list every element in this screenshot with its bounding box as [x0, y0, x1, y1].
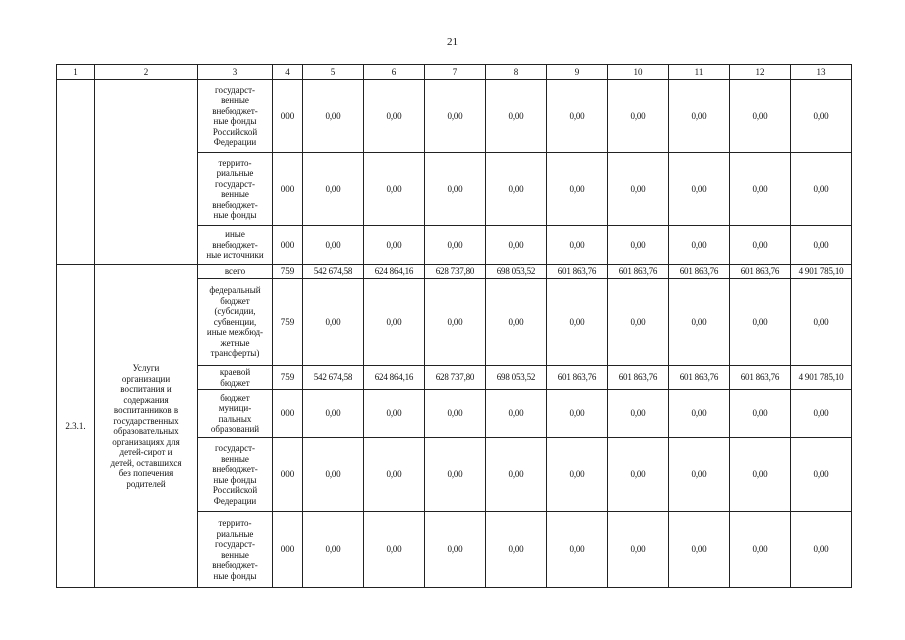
- column-header: 1: [57, 65, 95, 80]
- value-cell: 0,00: [730, 279, 791, 366]
- value-cell: 0,00: [608, 226, 669, 265]
- value-cell: 0,00: [486, 80, 547, 153]
- code-cell: 000: [273, 153, 303, 226]
- value-cell: 0,00: [669, 226, 730, 265]
- code-cell: 000: [273, 438, 303, 512]
- column-header: 6: [364, 65, 425, 80]
- value-cell: 0,00: [730, 512, 791, 588]
- header-row: [57, 65, 852, 80]
- column-header: 10: [608, 65, 669, 80]
- value-cell: 0,00: [425, 390, 486, 438]
- value-cell: 601 863,76: [547, 366, 608, 390]
- value-cell: 0,00: [364, 226, 425, 265]
- value-cell: 0,00: [547, 279, 608, 366]
- value-cell: 0,00: [303, 226, 364, 265]
- code-cell: 759: [273, 265, 303, 279]
- description-cell: Услуги организации воспитания и содержания воспитанников в государственных образовательных организациях для детей-сирот и детей, оставшихся без попечения родителей: [95, 265, 198, 588]
- column-header: 13: [791, 65, 852, 80]
- value-cell: 0,00: [791, 80, 852, 153]
- value-cell: 0,00: [791, 390, 852, 438]
- funding-source-cell: бюджет муници- пальных образований: [198, 390, 273, 438]
- value-cell: 0,00: [608, 390, 669, 438]
- value-cell: 0,00: [669, 512, 730, 588]
- row-id-cell: [57, 80, 95, 265]
- value-cell: 542 674,58: [303, 265, 364, 279]
- table-row: [57, 265, 852, 279]
- value-cell: 0,00: [730, 80, 791, 153]
- value-cell: 624 864,16: [364, 366, 425, 390]
- value-cell: 4 901 785,10: [791, 366, 852, 390]
- description-cell: [95, 80, 198, 265]
- value-cell: 0,00: [547, 390, 608, 438]
- value-cell: 0,00: [791, 512, 852, 588]
- value-cell: 0,00: [730, 390, 791, 438]
- value-cell: 0,00: [547, 226, 608, 265]
- value-cell: 0,00: [303, 80, 364, 153]
- value-cell: 601 863,76: [608, 265, 669, 279]
- funding-source-cell: государст- венные внебюджет- ные фонды Российской Федерации: [198, 438, 273, 512]
- value-cell: 698 053,52: [486, 265, 547, 279]
- page-number: 21: [447, 36, 458, 48]
- value-cell: 0,00: [547, 80, 608, 153]
- value-cell: 0,00: [425, 226, 486, 265]
- value-cell: 0,00: [486, 153, 547, 226]
- code-cell: 000: [273, 226, 303, 265]
- value-cell: 0,00: [425, 80, 486, 153]
- value-cell: 0,00: [547, 438, 608, 512]
- value-cell: 0,00: [303, 153, 364, 226]
- value-cell: 0,00: [425, 438, 486, 512]
- value-cell: 0,00: [486, 279, 547, 366]
- value-cell: 0,00: [730, 226, 791, 265]
- column-header: 11: [669, 65, 730, 80]
- value-cell: 0,00: [486, 390, 547, 438]
- column-header: 4: [273, 65, 303, 80]
- code-cell: 000: [273, 512, 303, 588]
- value-cell: 0,00: [669, 438, 730, 512]
- code-cell: 759: [273, 366, 303, 390]
- value-cell: 698 053,52: [486, 366, 547, 390]
- value-cell: 0,00: [669, 80, 730, 153]
- column-header: 9: [547, 65, 608, 80]
- funding-source-cell: федеральный бюджет (субсидии, субвенции, иные межбюд- жетные трансферты): [198, 279, 273, 366]
- value-cell: 601 863,76: [669, 366, 730, 390]
- funding-source-cell: государст- венные внебюджет- ные фонды Российской Федерации: [198, 80, 273, 153]
- table-row: [57, 80, 852, 153]
- value-cell: 624 864,16: [364, 265, 425, 279]
- code-cell: 000: [273, 80, 303, 153]
- value-cell: 0,00: [303, 390, 364, 438]
- value-cell: 0,00: [608, 512, 669, 588]
- value-cell: 0,00: [791, 279, 852, 366]
- value-cell: 0,00: [791, 226, 852, 265]
- funding-source-cell: всего: [198, 265, 273, 279]
- value-cell: 601 863,76: [608, 366, 669, 390]
- funding-source-cell: террито- риальные государст- венные внебюджет- ные фонды: [198, 512, 273, 588]
- value-cell: 0,00: [425, 512, 486, 588]
- code-cell: 000: [273, 390, 303, 438]
- value-cell: 0,00: [608, 80, 669, 153]
- column-header: 5: [303, 65, 364, 80]
- budget-table: [56, 64, 852, 588]
- value-cell: 0,00: [486, 512, 547, 588]
- value-cell: 0,00: [364, 390, 425, 438]
- code-cell: 759: [273, 279, 303, 366]
- value-cell: 601 863,76: [730, 265, 791, 279]
- value-cell: 0,00: [303, 512, 364, 588]
- value-cell: 542 674,58: [303, 366, 364, 390]
- funding-source-cell: иные внебюджет- ные источники: [198, 226, 273, 265]
- value-cell: 0,00: [425, 279, 486, 366]
- value-cell: 601 863,76: [669, 265, 730, 279]
- column-header: 12: [730, 65, 791, 80]
- value-cell: 0,00: [669, 279, 730, 366]
- value-cell: 601 863,76: [547, 265, 608, 279]
- value-cell: 0,00: [486, 226, 547, 265]
- value-cell: 0,00: [608, 438, 669, 512]
- value-cell: 0,00: [425, 153, 486, 226]
- value-cell: 0,00: [364, 279, 425, 366]
- value-cell: 0,00: [669, 153, 730, 226]
- value-cell: 0,00: [791, 438, 852, 512]
- value-cell: 0,00: [303, 279, 364, 366]
- value-cell: 0,00: [303, 438, 364, 512]
- value-cell: 0,00: [364, 80, 425, 153]
- column-header: 3: [198, 65, 273, 80]
- value-cell: 628 737,80: [425, 265, 486, 279]
- column-header: 8: [486, 65, 547, 80]
- value-cell: 0,00: [791, 153, 852, 226]
- value-cell: 0,00: [608, 279, 669, 366]
- value-cell: 0,00: [730, 153, 791, 226]
- funding-source-cell: краевой бюджет: [198, 366, 273, 390]
- value-cell: 0,00: [669, 390, 730, 438]
- row-id-cell: 2.3.1.: [57, 265, 95, 588]
- value-cell: 0,00: [486, 438, 547, 512]
- value-cell: 0,00: [364, 438, 425, 512]
- value-cell: 0,00: [730, 438, 791, 512]
- column-header: 7: [425, 65, 486, 80]
- value-cell: 0,00: [608, 153, 669, 226]
- column-header: 2: [95, 65, 198, 80]
- value-cell: 0,00: [547, 512, 608, 588]
- value-cell: 601 863,76: [730, 366, 791, 390]
- value-cell: 4 901 785,10: [791, 265, 852, 279]
- value-cell: 0,00: [547, 153, 608, 226]
- value-cell: 0,00: [364, 512, 425, 588]
- value-cell: 628 737,80: [425, 366, 486, 390]
- value-cell: 0,00: [364, 153, 425, 226]
- funding-source-cell: террито- риальные государст- венные внебюджет- ные фонды: [198, 153, 273, 226]
